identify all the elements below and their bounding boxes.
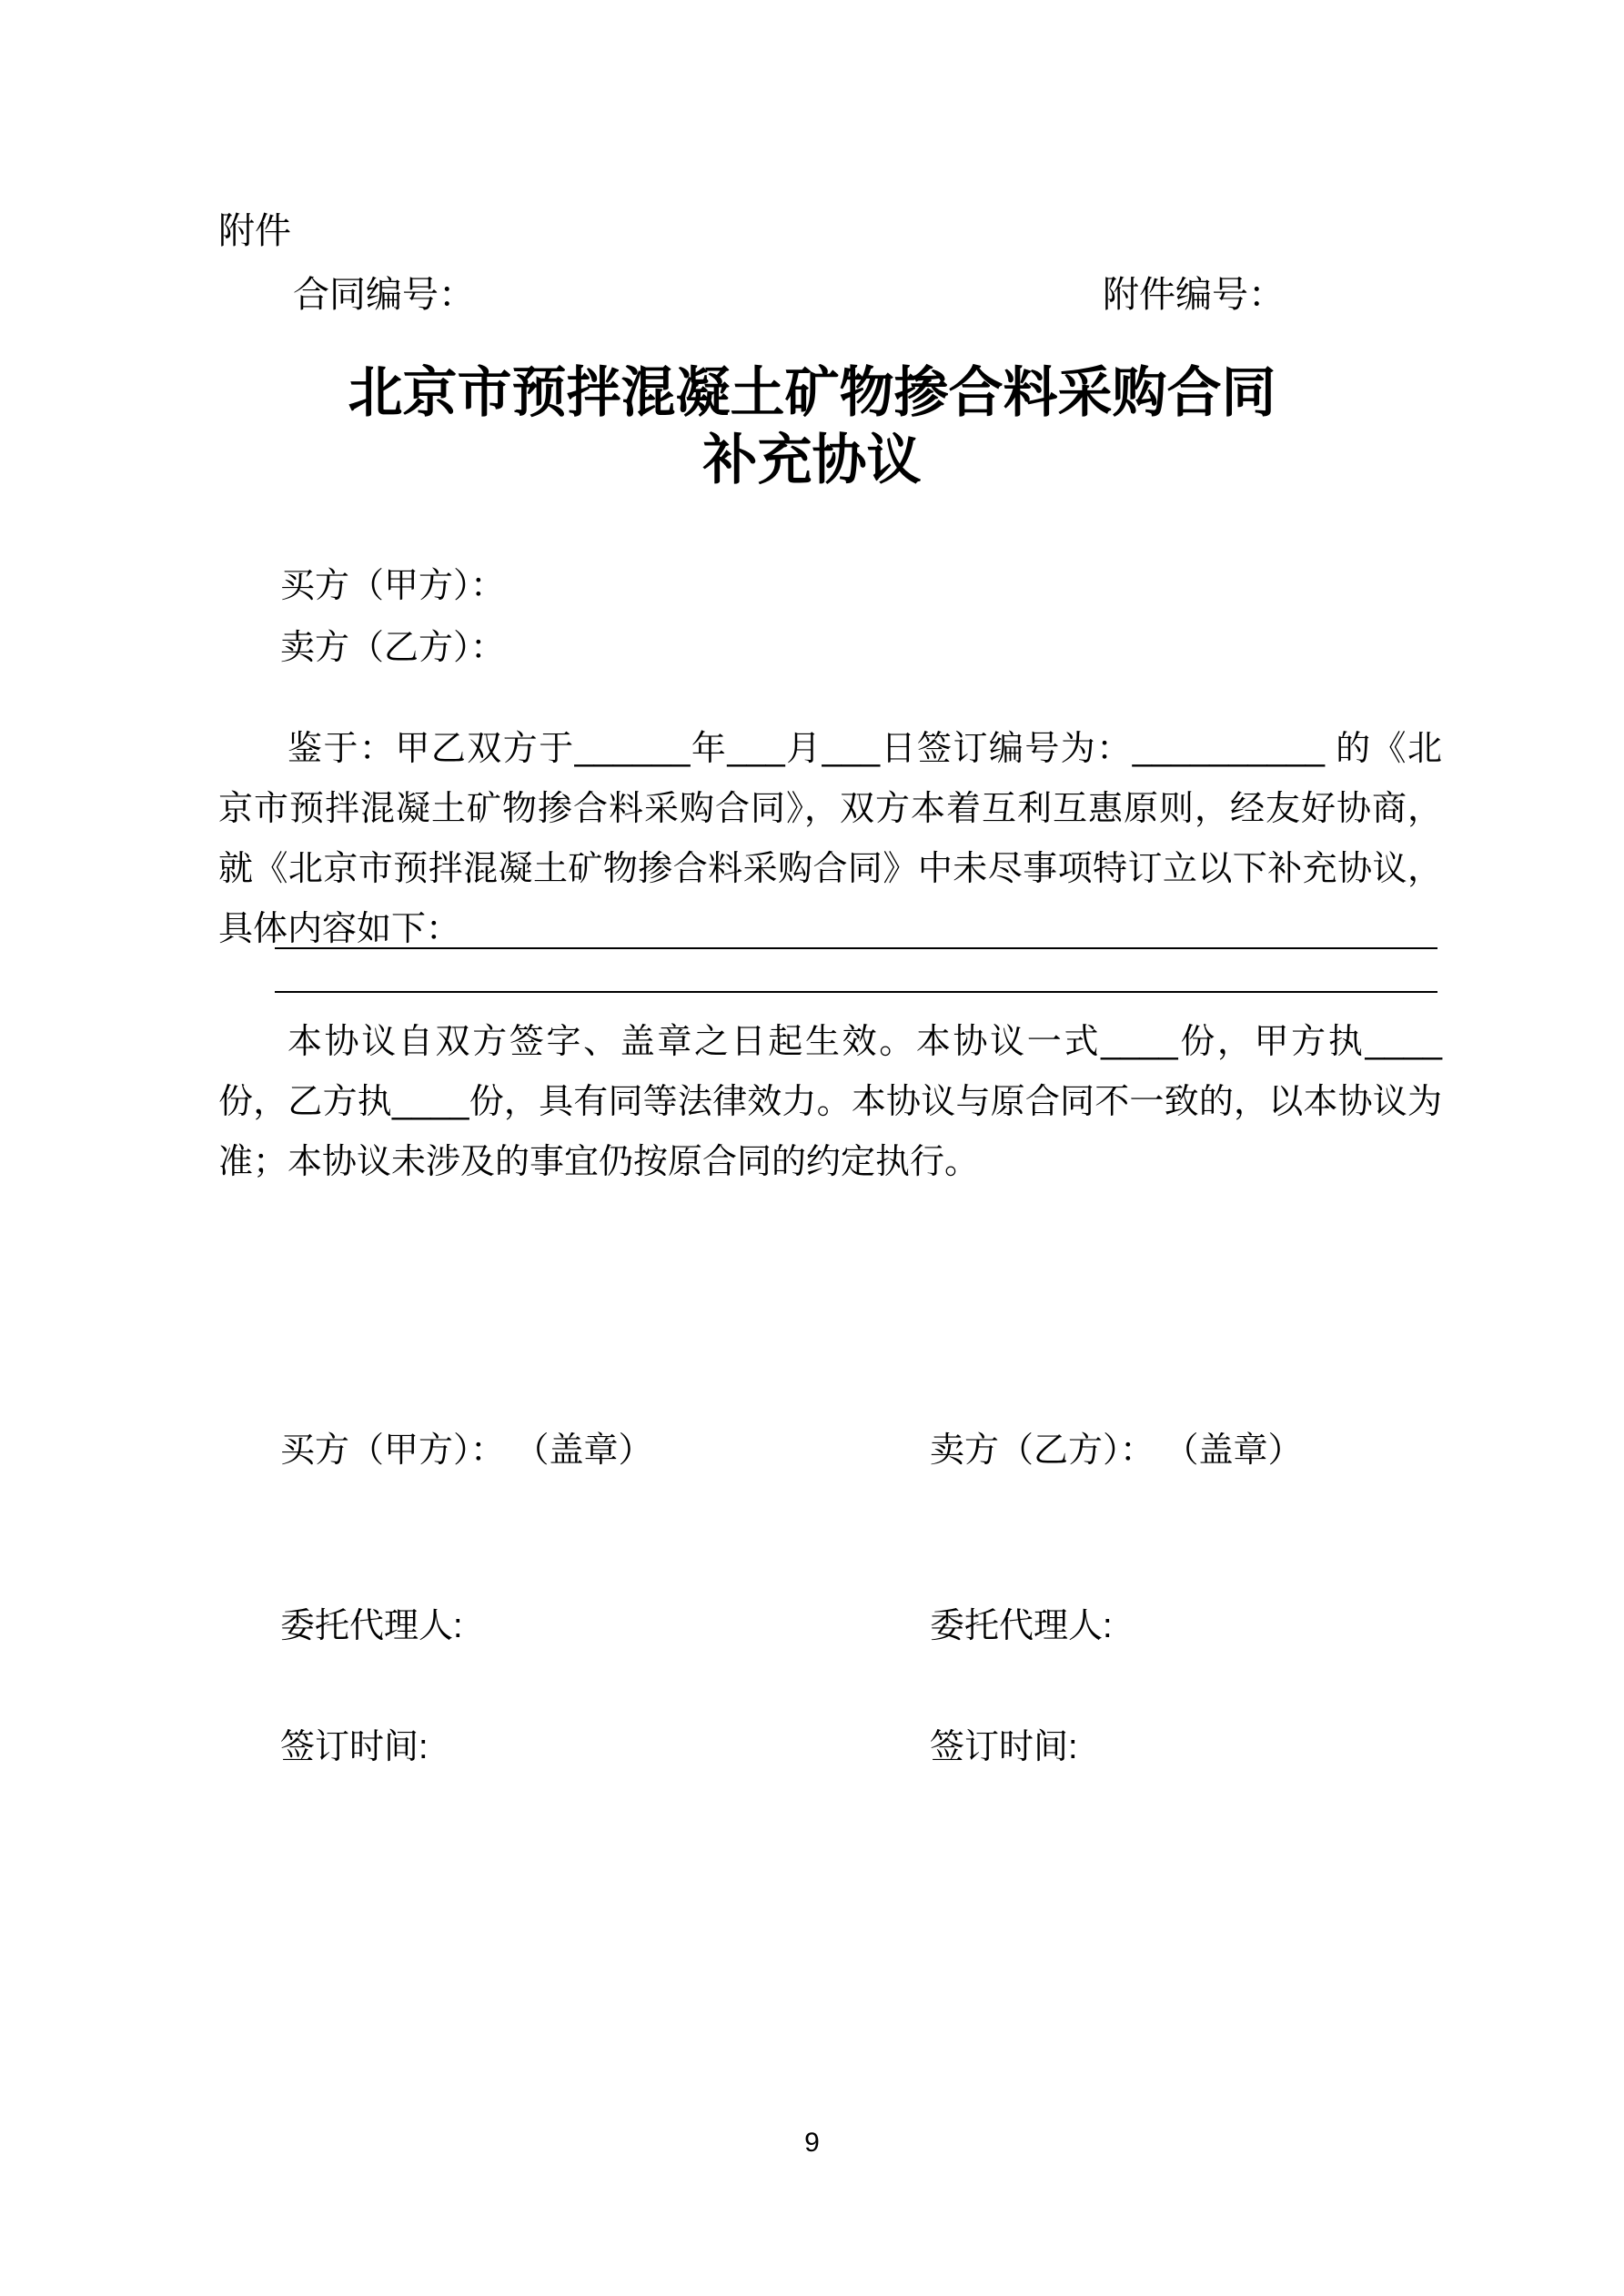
numbers-row: [0, 266, 1624, 315]
attachment-label: 附件: [218, 211, 291, 251]
blank-fill-line-1: [275, 905, 1437, 949]
page-number: 9: [804, 2128, 820, 2158]
buyer-agent-label: 委托代理人:: [280, 1607, 463, 1645]
document-title-line1: 北京市预拌混凝土矿物掺合料采购合同: [348, 362, 1276, 423]
seller-seal-label: 卖方（乙方）： （盖章）: [930, 1431, 1303, 1470]
seller-party-label: 卖方（乙方）：: [280, 629, 506, 667]
blank-fill-lines: [275, 905, 1437, 993]
attachment-number-label: 附件编号：: [1103, 275, 1285, 315]
contract-number-label: 合同编号：: [293, 275, 475, 315]
document-title: [0, 359, 1624, 494]
document-title-line2: 补充协议: [702, 430, 922, 491]
blank-fill-line-2: [275, 949, 1437, 993]
seller-agent-label: 委托代理人:: [930, 1607, 1113, 1645]
effect-paragraph: 本协议自双方签字、盖章之日起生效。本协议一式____份，甲方执____份，乙方执____份，具有同等法律效力。本协议与原合同不一致的，以本协议为准；本协议未涉及的事宜仍按原合同的约定执行。: [218, 1023, 1442, 1181]
buyer-seal-label: 买方（甲方）： （盖章）: [280, 1431, 653, 1470]
buyer-party-label: 买方（甲方）：: [280, 567, 506, 605]
buyer-sign-date-label: 签订时间:: [280, 1728, 429, 1766]
seller-sign-date-label: 签订时间:: [930, 1728, 1078, 1766]
whereas-paragraph: 鉴于：甲乙双方于______年___月___日签订编号为：__________ 的《北京市预拌混凝土矿物掺合料采购合同》，双方本着互利互惠原则，经友好协商，就《北京市预拌混凝土矿物掺合料采购合同》中未尽事项特订立以下补充协议，具体内容如下：: [218, 730, 1442, 948]
